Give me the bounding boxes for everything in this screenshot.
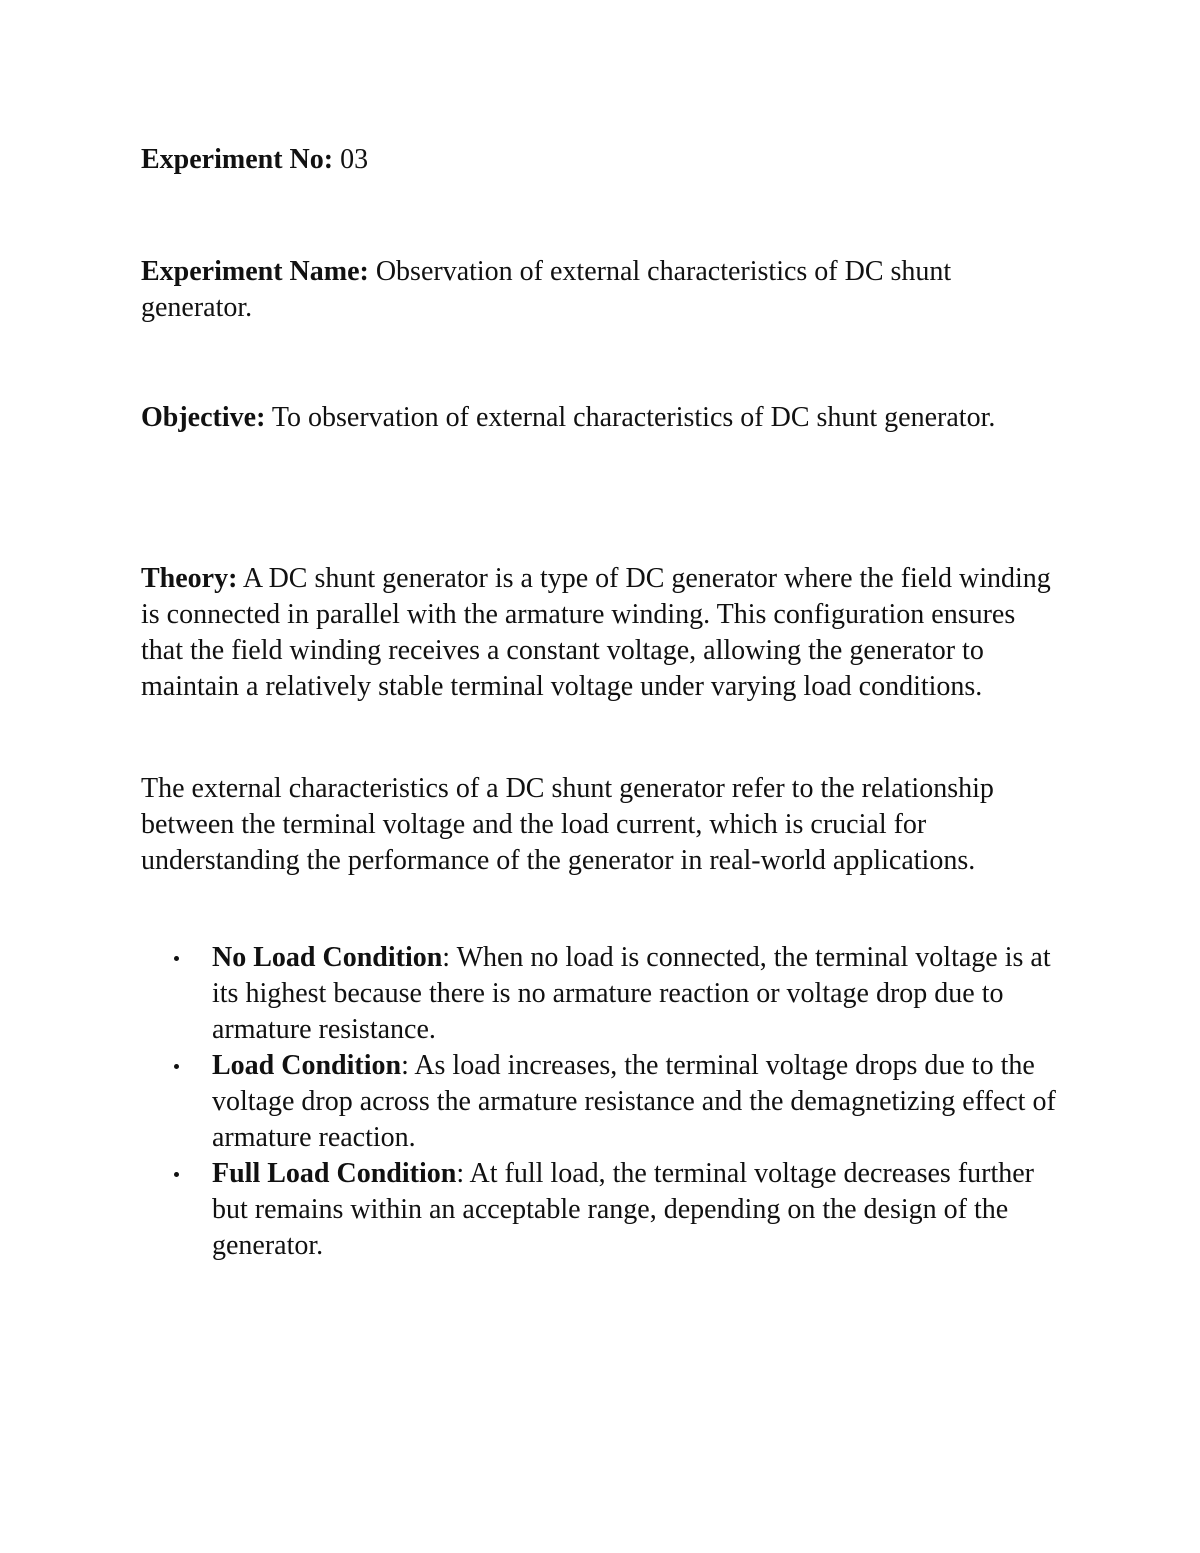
external-characteristics-paragraph bbox=[141, 771, 1059, 879]
condition-title: Load Condition bbox=[212, 1050, 402, 1081]
experiment-name-value: Observation of external characteristics of DC shunt generator. bbox=[141, 256, 952, 323]
experiment-number-value: 03 bbox=[333, 144, 369, 175]
external-characteristics-text: The external characteristics of a DC shunt generator refer to the relationship between the terminal voltage and the load current, which is crucial for understanding the performance of the generator in real-world applications. bbox=[141, 773, 994, 876]
condition-text: : When no load is connected, the terminal voltage is at its highest because there is no armature reaction or voltage drop due to armature resistance. bbox=[212, 942, 1051, 1045]
experiment-number-label: Experiment No: bbox=[141, 144, 334, 175]
list-item bbox=[141, 1156, 1059, 1264]
theory-paragraph bbox=[141, 561, 1059, 705]
objective-paragraph bbox=[141, 400, 1059, 436]
condition-title: Full Load Condition bbox=[212, 1158, 457, 1189]
condition-title: No Load Condition bbox=[212, 942, 443, 973]
theory-label: Theory: bbox=[141, 563, 238, 594]
bullet-icon bbox=[174, 1172, 179, 1177]
list-item bbox=[141, 1048, 1059, 1156]
experiment-number-line bbox=[141, 142, 1059, 178]
bullet-icon bbox=[174, 1064, 179, 1069]
experiment-name-label: Experiment Name: bbox=[141, 256, 369, 287]
condition-text: : As load increases, the terminal voltage drops due to the voltage drop across the armature resistance and the demagnetizing effect of armature reaction. bbox=[212, 1050, 1056, 1153]
condition-text: : At full load, the terminal voltage decreases further but remains within an acceptable range, depending on the design of the generator. bbox=[212, 1158, 1034, 1261]
theory-text: A DC shunt generator is a type of DC generator where the field winding is connected in parallel with the armature winding. This configuration ensures that the field winding receives a constant voltage, allowing the generator to maintain a relatively stable terminal voltage under varying load conditions. bbox=[141, 563, 1051, 702]
load-conditions-list bbox=[141, 940, 1059, 1264]
bullet-icon bbox=[174, 956, 179, 961]
objective-text: To observation of external characteristics of DC shunt generator. bbox=[265, 402, 996, 433]
objective-label: Objective: bbox=[141, 402, 266, 433]
experiment-name-line bbox=[141, 254, 1059, 326]
list-item bbox=[141, 940, 1059, 1048]
